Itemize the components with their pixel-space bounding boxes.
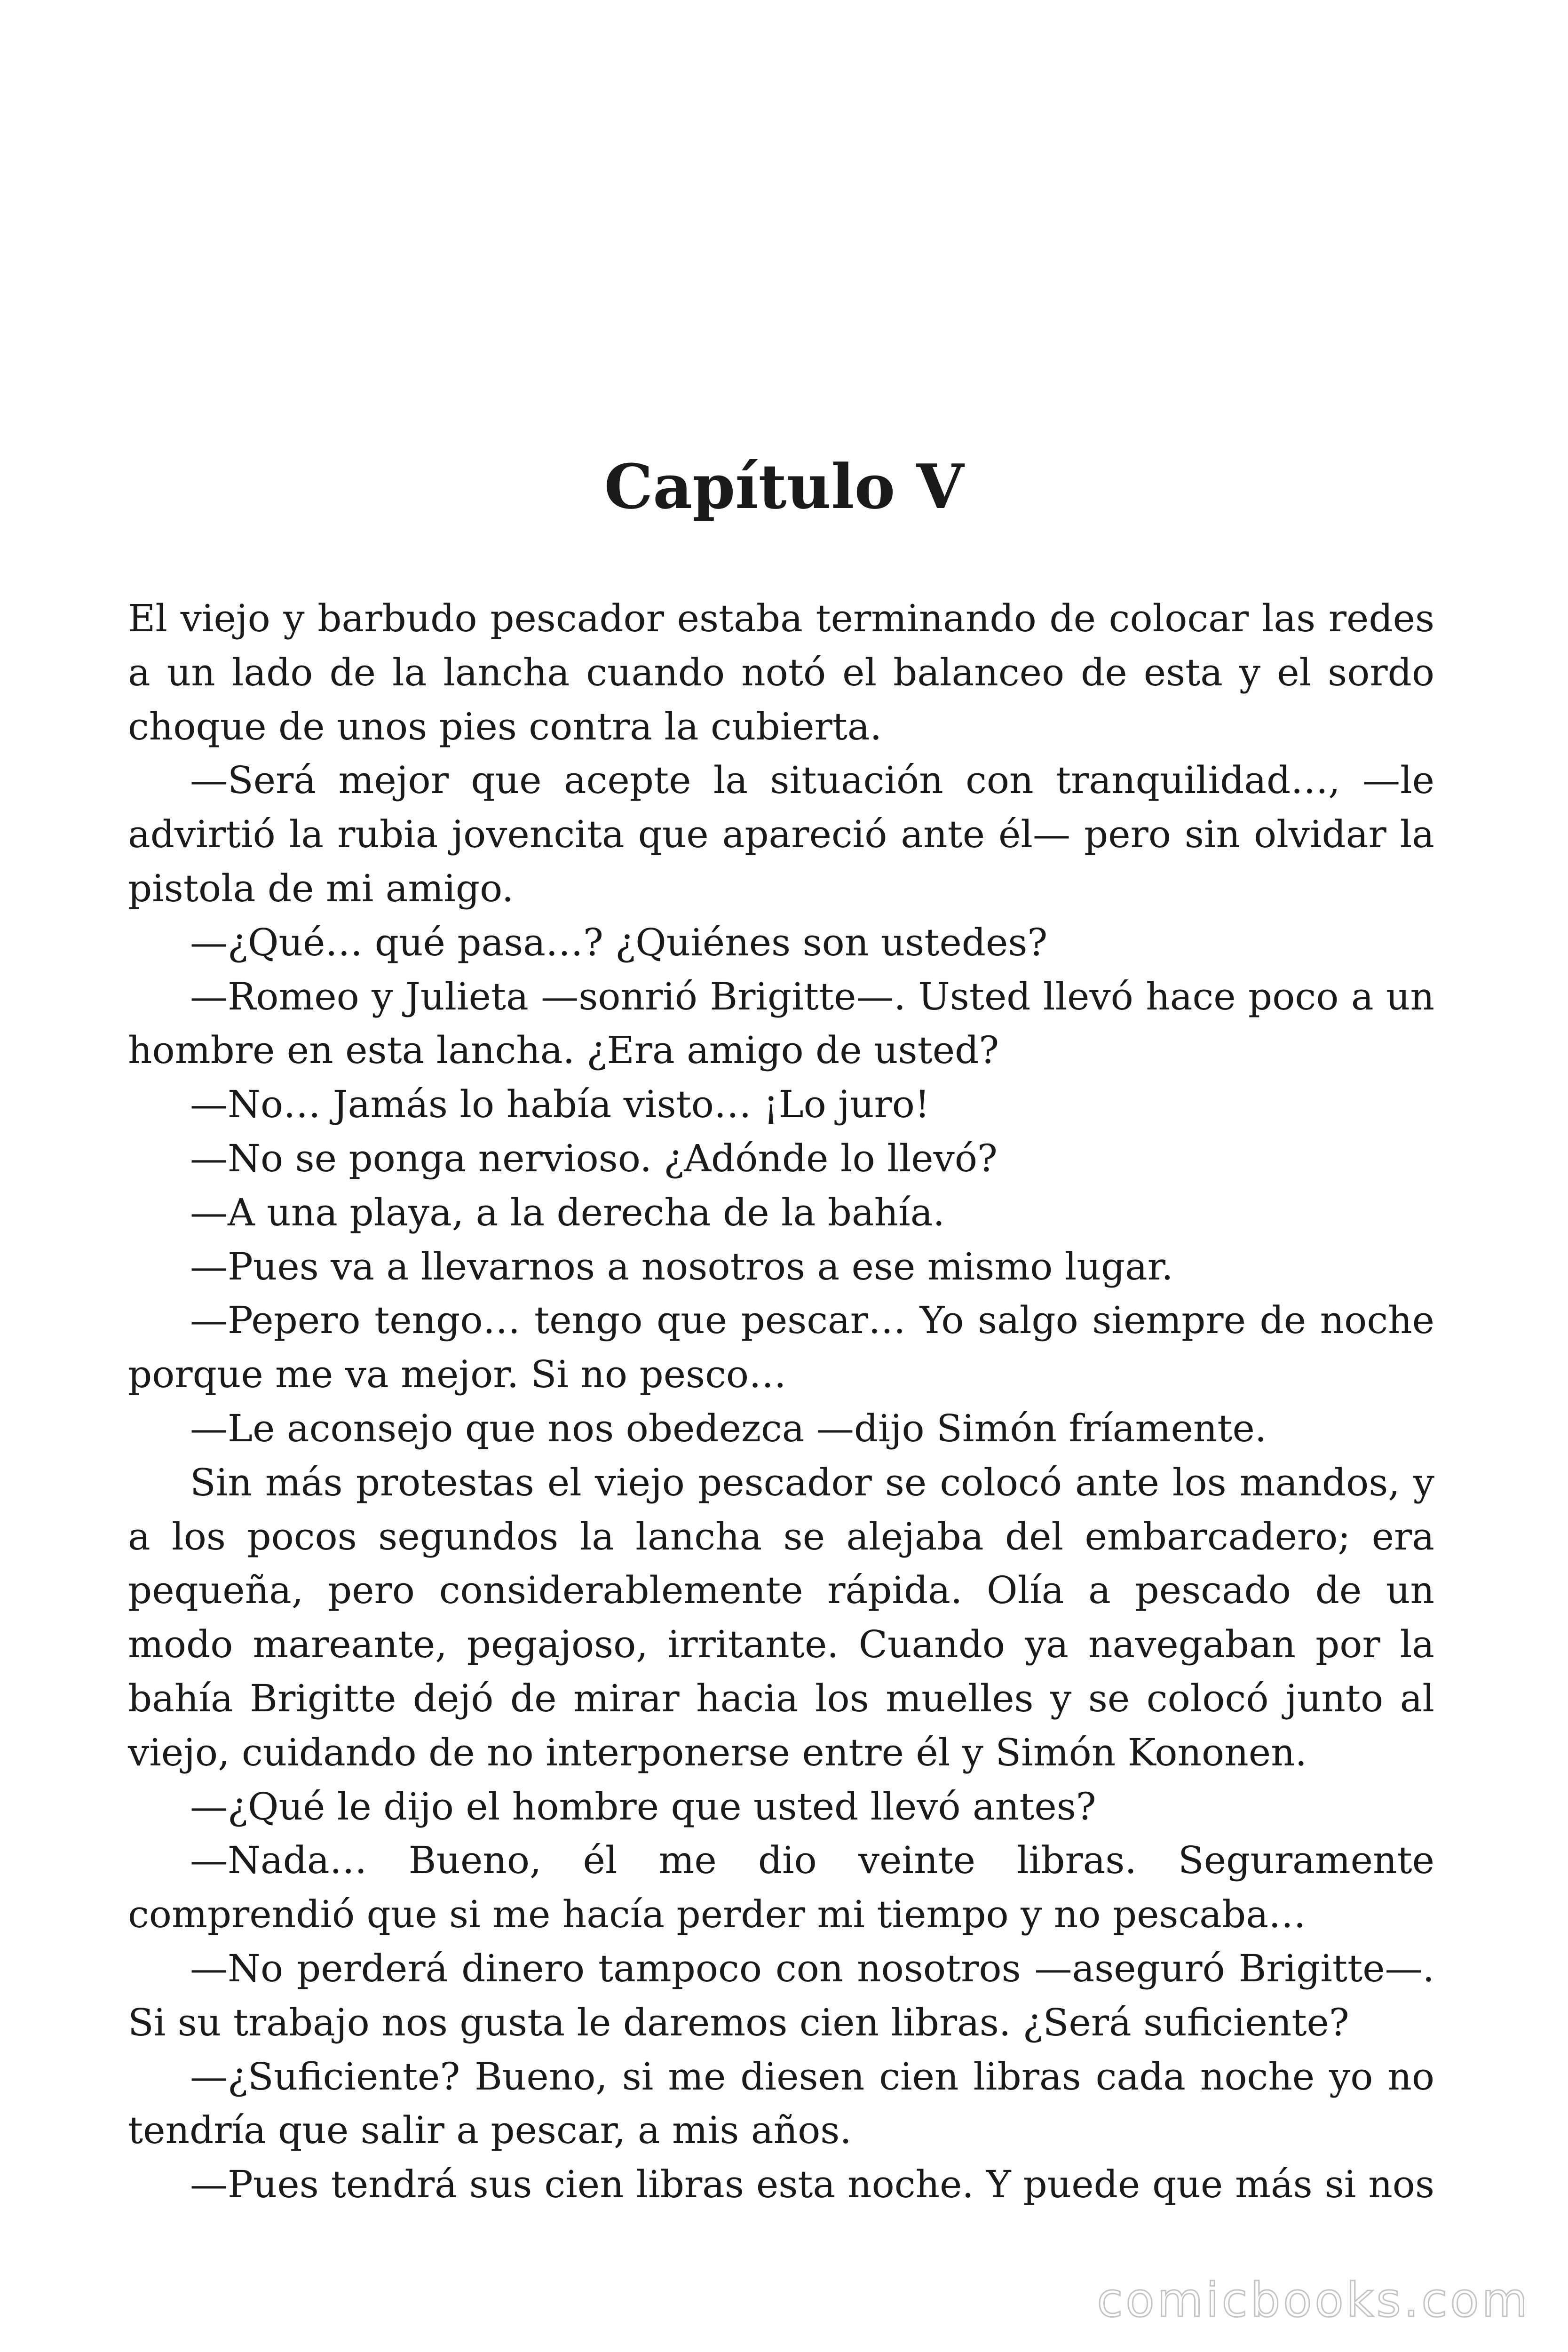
- paragraph: Sin más protestas el viejo pescador se colocó ante los mandos, y a los pocos segundos la lancha se alejaba del embarcadero; era pequeña, pero considerablemente rápida. Olía a pescado de un modo mareante, pegajoso, irritante. Cuando ya navegaban por la bahía Brigitte dejó de mirar hacia los muelles y se colocó junto al viejo, cuidando de no interponerse entre él y Simón Kononen.: [128, 1460, 1434, 1774]
- paragraph: —No se ponga nervioso. ¿Adónde lo llevó?: [190, 1136, 998, 1180]
- paragraph: —Romeo y Julieta —sonrió Brigitte—. Usted llevó hace poco a un hombre en esta lancha. ¿Era amigo de usted?: [128, 974, 1434, 1073]
- paragraph: —¿Qué… qué pasa…? ¿Quiénes son ustedes?: [190, 920, 1048, 964]
- paragraph: —Nada… Bueno, él me dio veinte libras. Seguramente comprendió que si me hacía perder mi tiempo y no pescaba…: [128, 1838, 1434, 1937]
- body-text: [128, 592, 1434, 2212]
- paragraph: —¿Qué le dijo el hombre que usted llevó antes?: [190, 1784, 1096, 1828]
- paragraph: —Será mejor que acepte la situación con tranquilidad…, —le advirtió la rubia jovencita que apareció ante él— pero sin olvidar la pistola de mi amigo.: [128, 758, 1434, 910]
- paragraph: —Pepero tengo… tengo que pescar… Yo salgo siempre de noche porque me va mejor. Si no pesco…: [128, 1298, 1434, 1397]
- chapter-title: Capítulo V: [604, 451, 964, 523]
- paragraph: —¿Suficiente? Bueno, si me diesen cien libras cada noche yo no tendría que salir a pescar, a mis años.: [128, 2054, 1434, 2153]
- paragraph: El viejo y barbudo pescador estaba terminando de colocar las redes a un lado de la lancha cuando notó el balanceo de esta y el sordo choque de unos pies contra la cubierta.: [128, 596, 1434, 748]
- paragraph: —A una playa, a la derecha de la bahía.: [190, 1190, 945, 1234]
- paragraph: —Le aconsejo que nos obedezca —dijo Simón fríamente.: [190, 1406, 1267, 1450]
- paragraph: —Pues va a llevarnos a nosotros a ese mismo lugar.: [190, 1244, 1173, 1288]
- paragraph: —No… Jamás lo había visto… ¡Lo juro!: [190, 1082, 930, 1127]
- watermark: comicbooks.com: [1097, 2273, 1530, 2328]
- paragraph: —No perderá dinero tampoco con nosotros —aseguró Brigitte—. Si su trabajo nos gusta le daremos cien libras. ¿Será suficiente?: [128, 1946, 1434, 2044]
- paragraph: —Pues tendrá sus cien libras esta noche. Y puede que más si nos: [190, 2162, 1434, 2207]
